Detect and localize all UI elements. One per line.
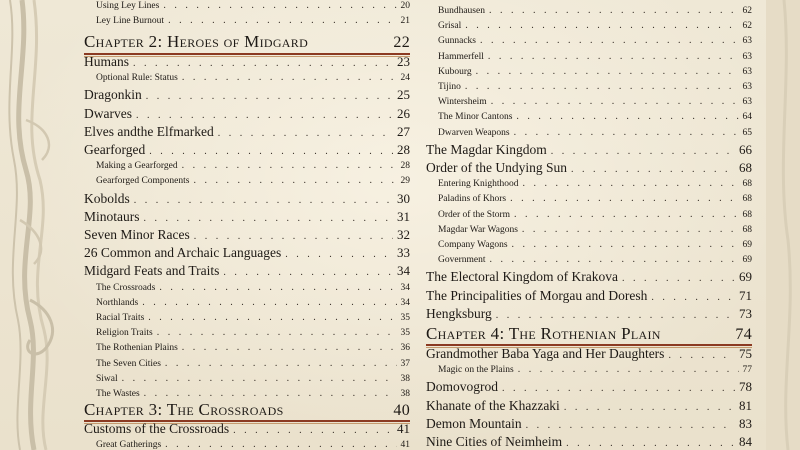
entry-title: The Electoral Kingdom of Krakova <box>426 269 618 285</box>
leader-dots <box>476 66 739 77</box>
leader-dots <box>149 146 393 157</box>
entry-title: Wintersheim <box>438 97 487 108</box>
leader-dots <box>134 195 393 206</box>
chapter-page: 74 <box>735 326 752 343</box>
leader-dots <box>233 425 393 436</box>
entry-title: Government <box>438 255 486 266</box>
entry-title: Using Ley Lines <box>96 1 160 11</box>
leader-dots <box>514 127 739 138</box>
toc-entry[interactable] <box>84 15 410 26</box>
entry-title: Making a Gearforged <box>96 161 178 172</box>
entry-title: Tijino <box>438 82 461 92</box>
leader-dots <box>512 239 739 250</box>
entry-page: 66 <box>739 141 752 157</box>
leader-dots <box>194 231 393 242</box>
toc-entry[interactable] <box>84 358 410 369</box>
entry-page: 33 <box>397 245 410 261</box>
entry-title: Dwarven Weapons <box>438 127 510 138</box>
leader-dots <box>193 175 396 186</box>
toc-entry[interactable] <box>426 142 752 158</box>
entry-page: 73 <box>739 305 752 321</box>
entry-title: The Minor Cantons <box>438 112 513 123</box>
entry-page: 20 <box>400 1 410 11</box>
toc-entry[interactable] <box>426 416 752 432</box>
entry-title: Hammerfell <box>438 51 484 62</box>
chapter-heading[interactable] <box>84 400 410 420</box>
entry-title: Entering Knighthood <box>438 179 519 190</box>
toc-entry[interactable] <box>84 160 410 171</box>
chapter-heading[interactable] <box>84 32 410 52</box>
leader-dots <box>146 91 393 102</box>
entry-title: Bundhausen <box>438 6 485 16</box>
toc-entry[interactable] <box>84 72 410 83</box>
leader-dots <box>480 35 739 46</box>
entry-title: Gunnacks <box>438 36 476 47</box>
leader-dots <box>526 420 735 431</box>
entry-page: 68 <box>742 224 752 235</box>
toc-entry[interactable] <box>426 35 752 46</box>
toc-entry[interactable] <box>84 421 410 437</box>
leader-dots <box>148 312 396 323</box>
entry-title: Humans <box>84 54 129 69</box>
toc-entry[interactable] <box>84 209 410 225</box>
entry-title: Nine Cities of Neimheim <box>426 434 563 449</box>
toc-entry[interactable] <box>426 51 752 62</box>
leader-dots <box>465 20 738 31</box>
toc-entry[interactable] <box>84 227 410 243</box>
leader-dots <box>510 193 738 204</box>
toc-entry[interactable] <box>426 96 752 107</box>
leader-dots <box>142 297 396 308</box>
toc-entry[interactable] <box>426 239 752 250</box>
entry-page: 62 <box>742 6 752 16</box>
toc-entry[interactable] <box>426 209 752 220</box>
entry-page: 63 <box>742 97 752 108</box>
decorative-edge-shadow <box>766 0 800 450</box>
leader-dots <box>514 209 738 220</box>
entry-page: 68 <box>742 179 752 190</box>
toc-entry[interactable] <box>84 175 410 186</box>
toc-entry[interactable] <box>426 111 752 122</box>
toc-entry[interactable] <box>84 297 410 308</box>
entry-page: 84 <box>739 434 752 449</box>
entry-page: 68 <box>739 160 752 175</box>
entry-title: Magic on the Plains <box>438 365 514 376</box>
leader-dots <box>491 96 739 107</box>
entry-title: Siwal <box>96 373 118 384</box>
toc-entry[interactable] <box>426 254 752 265</box>
leader-dots <box>502 383 735 394</box>
entry-page: 41 <box>400 440 410 450</box>
leader-dots <box>157 327 397 338</box>
toc-entry[interactable] <box>84 87 410 103</box>
entry-title: The Magdar Kingdom <box>426 141 547 157</box>
entry-title: Optional Rule: Status <box>96 73 178 84</box>
toc-entry[interactable] <box>426 81 752 92</box>
entry-page: 35 <box>400 328 410 339</box>
entry-page: 29 <box>400 176 410 187</box>
toc-entry[interactable] <box>426 269 752 285</box>
leader-dots <box>564 402 735 413</box>
toc-entry[interactable] <box>426 160 752 176</box>
leader-dots <box>168 15 396 26</box>
entry-title: Dwarves <box>84 105 132 121</box>
entry-page: 35 <box>400 313 410 323</box>
toc-entry[interactable] <box>84 312 410 323</box>
leader-dots <box>133 58 393 69</box>
entry-page: 21 <box>400 16 410 26</box>
leader-dots <box>518 364 739 375</box>
entry-page: 65 <box>742 127 752 138</box>
entry-page: 24 <box>400 73 410 84</box>
entry-page: 63 <box>742 82 752 92</box>
entry-title: Gearforged Components <box>96 176 190 187</box>
entry-title: Midgard Feats and Traits <box>84 263 220 279</box>
entry-title: The Wastes <box>96 389 140 399</box>
entry-page: 69 <box>742 240 752 250</box>
entry-title: The Crossroads <box>96 282 156 293</box>
entry-title: Order of the Storm <box>438 209 511 220</box>
entry-page: 23 <box>397 54 410 69</box>
entry-page: 69 <box>742 255 752 266</box>
toc-entry[interactable] <box>84 282 410 293</box>
leader-dots <box>522 178 738 189</box>
entry-page: 81 <box>739 397 752 413</box>
toc-entry[interactable] <box>426 288 752 304</box>
leader-dots <box>159 282 396 293</box>
entry-page: 32 <box>397 227 410 242</box>
entry-title: Seven Minor Races <box>84 227 190 242</box>
entry-page: 41 <box>397 421 410 436</box>
toc-entry[interactable] <box>426 224 752 235</box>
toc-entry[interactable] <box>426 20 752 31</box>
leader-dots <box>566 438 735 449</box>
toc-entry[interactable] <box>426 306 752 322</box>
chapter-heading[interactable] <box>426 324 752 344</box>
entry-page: 34 <box>397 263 410 279</box>
entry-title: Hengksburg <box>426 305 492 321</box>
leader-dots <box>516 111 738 122</box>
entry-title: Order of the Undying Sun <box>426 160 567 175</box>
leader-dots <box>571 164 735 175</box>
chapter-page: 40 <box>393 402 410 419</box>
entry-page: 63 <box>742 36 752 47</box>
toc-entry[interactable] <box>426 5 752 16</box>
entry-page: 71 <box>739 287 752 303</box>
toc-entry[interactable] <box>426 346 752 362</box>
leader-dots <box>144 388 397 399</box>
entry-page: 62 <box>742 21 752 32</box>
toc-entry[interactable] <box>84 142 410 158</box>
entry-title: Gearforged <box>84 142 146 157</box>
entry-page: 68 <box>742 209 752 220</box>
leader-dots <box>488 51 739 62</box>
entry-page: 28 <box>400 161 410 172</box>
leader-dots <box>522 224 739 235</box>
entry-title: Elves andthe Elfmarked <box>84 123 214 139</box>
leader-dots <box>465 81 739 92</box>
entry-page: 31 <box>397 208 410 224</box>
toc-entry[interactable] <box>84 263 410 279</box>
entry-title: Great Gatherings <box>96 440 162 450</box>
entry-title: Domovogrod <box>426 379 498 395</box>
toc-entry[interactable] <box>84 439 410 450</box>
entry-title: Grandmother Baba Yaga and Her Daughters <box>426 346 665 361</box>
entry-title: The Principalities of Morgau and Doresh <box>426 287 648 303</box>
leader-dots <box>165 439 396 450</box>
leader-dots <box>651 292 735 303</box>
toc-entry[interactable] <box>426 364 752 375</box>
leader-dots <box>182 342 397 353</box>
entry-page: 78 <box>739 379 752 395</box>
entry-title: Company Wagons <box>438 240 508 250</box>
entry-page: 63 <box>742 51 752 62</box>
toc-entry[interactable] <box>426 66 752 77</box>
entry-page: 77 <box>742 365 752 376</box>
toc-entry[interactable] <box>84 388 410 399</box>
entry-title: Religion Traits <box>96 328 153 339</box>
entry-page: 34 <box>400 282 410 293</box>
toc-entry[interactable] <box>426 127 752 138</box>
entry-page: 26 <box>397 105 410 121</box>
entry-page: 37 <box>400 358 410 369</box>
toc-entry[interactable] <box>84 342 410 353</box>
entry-title: Demon Mountain <box>426 415 522 431</box>
entry-title: Paladins of Khors <box>438 194 507 205</box>
entry-title: Dragonkin <box>84 87 142 103</box>
entry-title: Northlands <box>96 297 139 308</box>
entry-page: 75 <box>739 346 752 361</box>
entry-page: 68 <box>742 194 752 205</box>
toc-entry[interactable] <box>426 434 752 450</box>
entry-page: 38 <box>400 389 410 399</box>
entry-title: Kubourg <box>438 66 472 77</box>
leader-dots <box>218 128 393 139</box>
leader-dots <box>144 213 394 224</box>
decorative-vine-border <box>0 0 80 450</box>
entry-page: 36 <box>400 343 410 354</box>
leader-dots <box>223 267 393 278</box>
leader-dots <box>496 310 735 321</box>
toc-entry[interactable] <box>426 379 752 395</box>
entry-page: 69 <box>739 269 752 285</box>
entry-title: Magdar War Wagons <box>438 224 518 235</box>
entry-page: 30 <box>397 190 410 206</box>
toc-entry[interactable] <box>426 398 752 414</box>
leader-dots <box>136 110 393 121</box>
leader-dots <box>285 249 393 260</box>
toc-entry[interactable] <box>426 193 752 204</box>
leader-dots <box>165 358 397 369</box>
toc-entry[interactable] <box>84 0 410 11</box>
entry-title: The Seven Cities <box>96 358 161 369</box>
chapter-title: Chapter 4: The Rothenian Plain <box>426 324 661 343</box>
toc-entry[interactable] <box>84 327 410 338</box>
chapter-page: 22 <box>393 34 410 51</box>
entry-title: Ley Line Burnout <box>96 16 165 26</box>
toc-entry[interactable] <box>84 245 410 261</box>
entry-page: 28 <box>397 142 410 157</box>
toc-entry[interactable] <box>84 373 410 384</box>
chapter-title: Chapter 2: Heroes of Midgard <box>84 32 309 51</box>
leader-dots <box>182 160 397 171</box>
entry-title: Racial Traits <box>96 313 145 323</box>
leader-dots <box>489 5 739 16</box>
entry-title: Minotaurs <box>84 208 140 224</box>
entry-title: Khanate of the Khazzaki <box>426 397 560 413</box>
entry-page: 34 <box>400 297 410 308</box>
chapter-title: Chapter 3: The Crossroads <box>84 400 284 419</box>
entry-title: Grisal <box>438 21 462 32</box>
entry-page: 27 <box>397 123 410 139</box>
entry-page: 25 <box>397 87 410 103</box>
entry-page: 63 <box>742 66 752 77</box>
leader-dots <box>551 146 735 157</box>
leader-dots <box>622 273 735 284</box>
leader-dots <box>490 254 739 265</box>
toc-entry[interactable] <box>84 54 410 70</box>
entry-page: 38 <box>400 373 410 384</box>
entry-title: Kobolds <box>84 190 130 206</box>
toc-entry[interactable] <box>426 178 752 189</box>
toc-entry[interactable] <box>84 124 410 140</box>
leader-dots <box>122 373 397 384</box>
entry-title: Customs of the Crossroads <box>84 421 230 436</box>
entry-title: 26 Common and Archaic Languages <box>84 245 282 261</box>
leader-dots <box>182 72 397 83</box>
entry-page: 64 <box>742 112 752 123</box>
toc-entry[interactable] <box>84 191 410 207</box>
toc-entry[interactable] <box>84 106 410 122</box>
leader-dots <box>163 0 396 11</box>
entry-title: The Rothenian Plains <box>96 343 178 354</box>
entry-page: 83 <box>739 415 752 431</box>
leader-dots <box>668 350 735 361</box>
